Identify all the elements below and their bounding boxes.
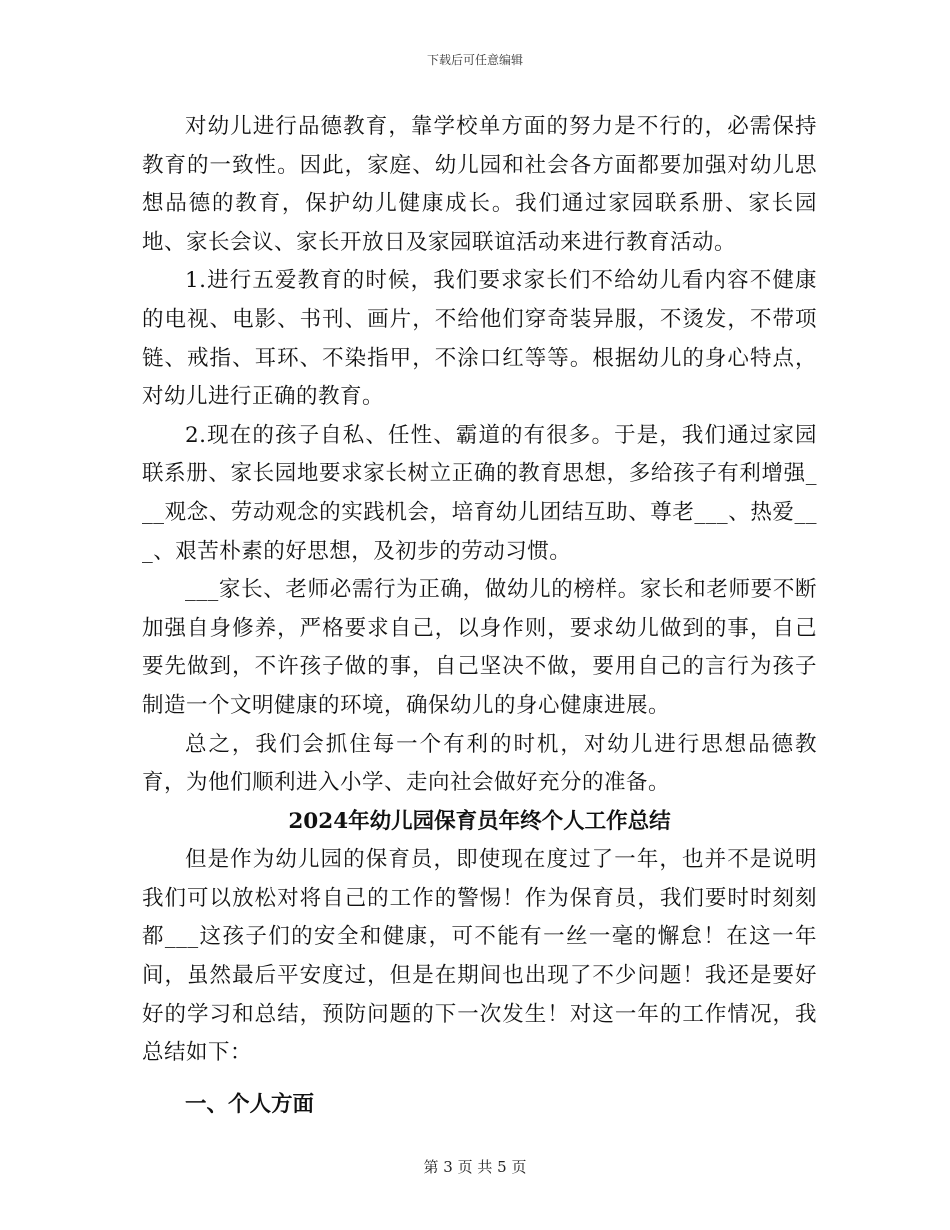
paragraph-6: 但是作为幼儿园的保育员，即使现在度过了一年，也并不是说明我们可以放松对将自己的工作的警惕！作为保育员，我们要时时刻刻都___这孩子们的安全和健康，可不能有一丝一毫的懈怠！在这一年间，虽然最后平安度过，但是在期间也出现了不少问题！我还是要好好的学习和总结，预防问题的下一次发生！对这一年的工作情况，我总结如下： (142, 847, 817, 1066)
document-title: 2024年幼儿园保育员年终个人工作总结 (288, 808, 671, 834)
section-heading: 一、个人方面 (185, 1091, 315, 1117)
document-body (142, 108, 817, 1124)
paragraph-1: 对幼儿进行品德教育，靠学校单方面的努力是不行的，必需保持教育的一致性。因此，家庭、幼儿园和社会各方面都要加强对幼儿思想品德的教育，保护幼儿健康成长。我们通过家园联系册、家长园地、家长会议、家长开放日及家园联谊活动来进行教育活动。 (142, 114, 817, 255)
page-footer: 第 3 页 共 5 页 (423, 1158, 527, 1176)
page-header: 下载后可任意编辑 (426, 53, 523, 67)
paragraph-3: 2.现在的孩子自私、任性、霸道的有很多。于是，我们通过家园联系册、家长园地要求家长树立正确的教育思想，多给孩子有利增强___观念、劳动观念的实践机会，培育幼儿团结互助、尊老___、热爱___、艰苦朴素的好思想，及初步的劳动习惯。 (142, 422, 817, 564)
paragraph-2: 1.进行五爱教育的时候，我们要求家长们不给幼儿看内容不健康的电视、电影、书刊、画片，不给他们穿奇装异服，不烫发，不带项链、戒指、耳环、不染指甲，不涂口红等等。根据幼儿的身心特点，对幼儿进行正确的教育。 (142, 268, 817, 410)
paragraph-4: ___家长、老师必需行为正确，做幼儿的榜样。家长和老师要不断加强自身修养，严格要求自己，以身作则，要求幼儿做到的事，自己要先做到，不许孩子做的事，自己坚决不做，要用自己的言行为孩子制造一个文明健康的环境，确保幼儿的身心健康进展。 (142, 577, 817, 718)
paragraph-5: 总之，我们会抓住每一个有利的时机，对幼儿进行思想品德教育，为他们顺利进入小学、走向社会做好充分的准备。 (142, 731, 817, 796)
